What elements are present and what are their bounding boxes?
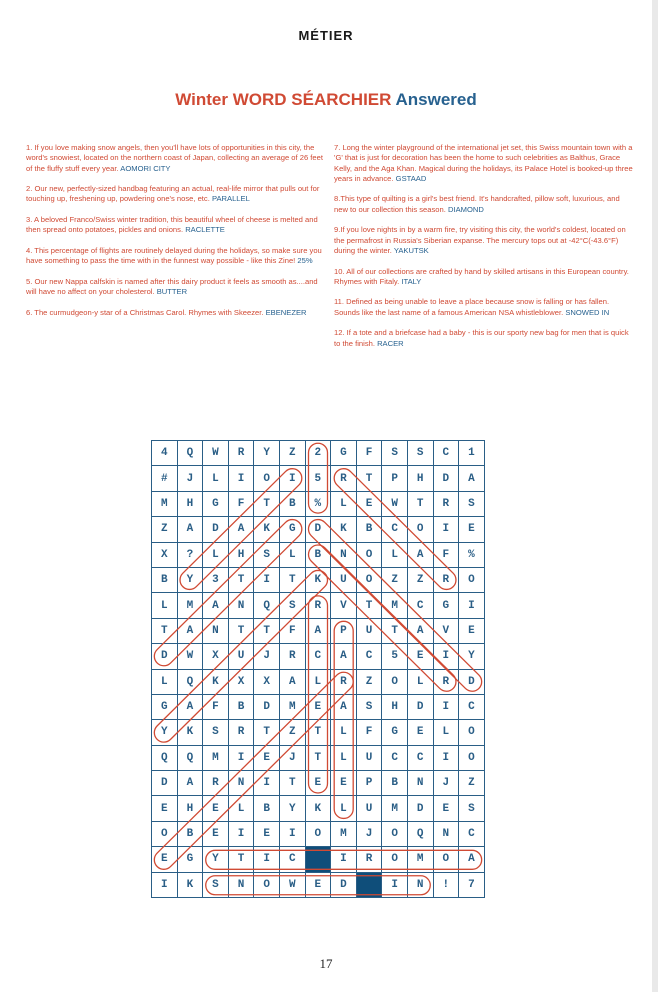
grid-cell: G [177, 847, 203, 872]
grid-cell: 4 [152, 441, 178, 466]
grid-cell: R [433, 567, 459, 592]
clue [26, 143, 326, 174]
grid-cell: D [152, 771, 178, 796]
grid-cell: T [254, 491, 280, 516]
clue-answer: 25% [297, 256, 313, 266]
grid-cell: N [407, 872, 433, 897]
grid-cell: M [203, 745, 229, 770]
grid-cell: D [254, 694, 280, 719]
clue [334, 328, 634, 349]
grid-cell: I [433, 745, 459, 770]
grid-cell: N [228, 593, 254, 618]
grid-cell: K [254, 517, 280, 542]
grid-cell: O [459, 567, 485, 592]
grid-cell: R [228, 441, 254, 466]
grid-cell: C [356, 644, 382, 669]
grid-cell: M [177, 593, 203, 618]
grid-cell: S [459, 491, 485, 516]
page-number: 17 [319, 956, 333, 971]
grid-cell: P [382, 466, 408, 491]
grid-cell: E [254, 745, 280, 770]
page-edge [652, 0, 658, 992]
grid-cell: A [407, 618, 433, 643]
grid-cell: Y [459, 644, 485, 669]
clue-text: 9.If you love nights in by a warm fire, try visiting this city, the world's coldest, located on the permafrost in Russia's Siberian expanse. The mercury tops out at -42°C(-43.6°F) during the winter. [334, 225, 626, 255]
grid-cell: F [203, 694, 229, 719]
grid-cell: C [279, 847, 305, 872]
clue-answer: SNOWED IN [565, 307, 610, 317]
grid-cell: Z [382, 567, 408, 592]
grid-cell: D [331, 872, 357, 897]
word-search-grid [151, 440, 485, 898]
grid-row [152, 644, 485, 669]
grid-cell: T [152, 618, 178, 643]
clue-answer: RACER [377, 338, 404, 348]
grid-cell: N [433, 821, 459, 846]
grid-cell: ? [177, 542, 203, 567]
grid-cell: X [152, 542, 178, 567]
grid-cell: D [152, 644, 178, 669]
grid-cell: H [382, 694, 408, 719]
grid-cell: ! [433, 872, 459, 897]
grid-cell: C [407, 745, 433, 770]
grid-cell: L [203, 466, 229, 491]
grid-row [152, 821, 485, 846]
grid-row [152, 542, 485, 567]
grid-cell: W [203, 441, 229, 466]
grid-cell: I [254, 567, 280, 592]
clue-text: 11. Defined as being unable to leave a place because snow is falling or has fallen. Sounds like the last name of a famous American NSA whistleblower. [334, 297, 610, 317]
grid-cell: A [305, 618, 331, 643]
grid-cell: L [382, 542, 408, 567]
grid-cell: A [331, 694, 357, 719]
grid-cell: L [433, 720, 459, 745]
grid-cell: W [382, 491, 408, 516]
grid-cell: Q [177, 441, 203, 466]
grid-cell: B [228, 694, 254, 719]
grid-cell: L [331, 491, 357, 516]
grid-cell: S [407, 441, 433, 466]
grid-cell: S [356, 694, 382, 719]
grid-cell: L [152, 593, 178, 618]
grid-cell: C [382, 745, 408, 770]
clue-text: 5. Our new Nappa calfskin is named after this dairy product it feels as smooth as....and will have no affect on your cholesterol. [26, 276, 318, 297]
grid-cell: V [433, 618, 459, 643]
grid-cell: F [356, 441, 382, 466]
grid-cell: C [433, 441, 459, 466]
grid-cell: X [254, 669, 280, 694]
clue-answer: BUTTER [156, 287, 188, 297]
grid-cell: A [459, 466, 485, 491]
grid-cell: M [382, 593, 408, 618]
grid-cell: D [407, 694, 433, 719]
grid-row [152, 567, 485, 592]
grid-cell: X [203, 644, 229, 669]
grid-cell: E [459, 618, 485, 643]
grid-cell: G [382, 720, 408, 745]
grid-cell: R [305, 593, 331, 618]
grid-cell: E [459, 517, 485, 542]
grid-cell: Y [279, 796, 305, 821]
clue-answer: ITALY [401, 276, 422, 286]
grid-cell: K [177, 872, 203, 897]
grid-cell: T [305, 720, 331, 745]
clue-answer: GSTAAD [395, 173, 427, 183]
grid-cell: D [407, 796, 433, 821]
clue-answer: AOMORI CITY [120, 163, 171, 173]
grid-cell: I [331, 847, 357, 872]
grid-cell: F [279, 618, 305, 643]
clue [334, 297, 634, 318]
grid-cell: P [331, 618, 357, 643]
grid-row [152, 796, 485, 821]
grid-cell: A [228, 517, 254, 542]
grid-cell: N [331, 542, 357, 567]
grid-cell: I [152, 872, 178, 897]
grid-cell: E [407, 644, 433, 669]
grid-cell: T [254, 720, 280, 745]
grid-cell: W [177, 644, 203, 669]
grid-cell: Z [407, 567, 433, 592]
grid-cell: R [228, 720, 254, 745]
grid-cell: C [382, 517, 408, 542]
grid-cell: W [279, 872, 305, 897]
grid-cell: T [407, 491, 433, 516]
grid-cell: A [177, 694, 203, 719]
grid-cell: Q [152, 745, 178, 770]
grid-cell: H [177, 491, 203, 516]
grid-row [152, 872, 485, 897]
grid-cell: K [305, 567, 331, 592]
grid-cell: R [433, 491, 459, 516]
grid-cell: Q [177, 745, 203, 770]
grid-row [152, 669, 485, 694]
grid-cell: J [254, 644, 280, 669]
grid-cell: I [228, 821, 254, 846]
grid-cell: S [459, 796, 485, 821]
grid-cell: L [331, 796, 357, 821]
grid-cell: 5 [382, 644, 408, 669]
grid-cell: O [305, 821, 331, 846]
grid-row [152, 720, 485, 745]
clue-text: 8.This type of quilting is a girl's best friend. It's handcrafted, pillow soft, luxurious, and new to our collection this season. [334, 194, 620, 214]
grid-cell: O [407, 517, 433, 542]
grid-cell: N [407, 771, 433, 796]
grid-cell: A [177, 517, 203, 542]
grid-cell: U [356, 796, 382, 821]
grid-cell: E [203, 796, 229, 821]
grid-cell: A [331, 644, 357, 669]
grid-cell: I [433, 517, 459, 542]
grid-row [152, 491, 485, 516]
title-word-searchier: WORD SÉARCHIER [232, 90, 392, 109]
grid-cell: N [203, 618, 229, 643]
grid-cell: O [254, 466, 280, 491]
grid-cell: E [254, 821, 280, 846]
grid-cell: A [177, 618, 203, 643]
grid-cell: 2 [305, 441, 331, 466]
grid-row [152, 847, 485, 872]
grid-cell: 7 [459, 872, 485, 897]
grid-cell: T [228, 847, 254, 872]
clue-answer: PARALLEL [211, 194, 250, 204]
grid-cell: B [382, 771, 408, 796]
grid-cell: R [433, 669, 459, 694]
grid-cell: Y [254, 441, 280, 466]
grid-cell: O [382, 847, 408, 872]
grid-cell: I [254, 847, 280, 872]
grid-cell: Z [279, 441, 305, 466]
clue [334, 143, 634, 184]
grid-cell: T [228, 618, 254, 643]
grid-cell: I [254, 771, 280, 796]
grid-cell: M [152, 491, 178, 516]
grid-cell: B [305, 542, 331, 567]
grid-cell: U [356, 618, 382, 643]
grid-cell: E [433, 796, 459, 821]
grid-cell: D [305, 517, 331, 542]
grid-cell: C [305, 644, 331, 669]
grid-cell: H [407, 466, 433, 491]
clue-text: 6. The curmudgeon-y star of a Christmas Carol. Rhymes with Skeezer. [26, 307, 264, 317]
grid-cell: G [331, 441, 357, 466]
grid-cell: M [407, 847, 433, 872]
clue-answer: YAKUTSK [393, 245, 429, 255]
grid-cell: E [305, 872, 331, 897]
grid-row [152, 694, 485, 719]
grid-cell: D [203, 517, 229, 542]
grid-cell: E [152, 796, 178, 821]
grid-cell-blocked [356, 872, 382, 897]
grid-cell: A [203, 593, 229, 618]
clue [26, 308, 326, 318]
grid-cell: Z [356, 669, 382, 694]
clue [26, 246, 326, 267]
clue [334, 194, 634, 215]
grid-cell: D [459, 669, 485, 694]
grid-cell: 1 [459, 441, 485, 466]
grid-cell: T [279, 771, 305, 796]
grid-cell: I [279, 821, 305, 846]
grid-cell: A [177, 771, 203, 796]
grid-cell: E [356, 491, 382, 516]
grid-cell: A [459, 847, 485, 872]
grid-cell: I [382, 872, 408, 897]
grid-cell: C [407, 593, 433, 618]
clue [26, 215, 326, 236]
clues-left-column [26, 143, 326, 328]
grid-cell: U [228, 644, 254, 669]
grid-cell: J [433, 771, 459, 796]
grid-cell: E [331, 771, 357, 796]
grid-cell: Q [407, 821, 433, 846]
clue-text: 12. If a tote and a briefcase had a baby - this is our sporty new bag for men that is quick to the finish. [334, 328, 629, 348]
grid-cell: K [177, 720, 203, 745]
grid-cell: F [228, 491, 254, 516]
grid-cell: Q [177, 669, 203, 694]
grid-cell: O [356, 542, 382, 567]
grid-cell: J [177, 466, 203, 491]
clue-text: 2. Our new, perfectly-sized handbag featuring an actual, real-life mirror that pulls out for touching up, freshening up, powdering one's nose, etc. [26, 184, 320, 204]
grid-cell: T [356, 466, 382, 491]
grid-cell: O [459, 720, 485, 745]
grid-cell: Z [279, 720, 305, 745]
grid-cell: L [407, 669, 433, 694]
grid-cell: E [152, 847, 178, 872]
grid-cell: N [228, 872, 254, 897]
grid-cell: I [228, 745, 254, 770]
grid-cell: A [407, 542, 433, 567]
grid-cell: Y [203, 847, 229, 872]
grid-cell: Z [459, 771, 485, 796]
grid-cell: S [203, 720, 229, 745]
grid-cell: L [279, 542, 305, 567]
grid-cell: G [152, 694, 178, 719]
grid-cell: R [331, 466, 357, 491]
grid-cell: G [279, 517, 305, 542]
grid-cell: A [279, 669, 305, 694]
grid-row [152, 593, 485, 618]
grid-cell: J [356, 821, 382, 846]
grid-cell: K [305, 796, 331, 821]
grid-cell: R [331, 669, 357, 694]
grid-cell: K [203, 669, 229, 694]
grid-cell: T [305, 745, 331, 770]
grid-cell: L [152, 669, 178, 694]
grid-cell: I [459, 593, 485, 618]
grid-row [152, 466, 485, 491]
grid-cell: S [203, 872, 229, 897]
clue [334, 267, 634, 288]
clue [26, 184, 326, 205]
grid-cell: T [279, 567, 305, 592]
clue-answer: EBENEZER [265, 307, 307, 317]
grid-cell: E [407, 720, 433, 745]
grid-cell: B [356, 517, 382, 542]
grid-cell: B [177, 821, 203, 846]
grid-cell: J [279, 745, 305, 770]
grid-cell: 3 [203, 567, 229, 592]
grid-cell: U [356, 745, 382, 770]
grid-cell: R [203, 771, 229, 796]
grid-cell: S [382, 441, 408, 466]
grid-cell: O [382, 669, 408, 694]
grid-cell: U [331, 567, 357, 592]
grid-cell: L [203, 542, 229, 567]
grid-cell-blocked [305, 847, 331, 872]
grid-cell: # [152, 466, 178, 491]
grid-cell: T [382, 618, 408, 643]
grid-cell: M [382, 796, 408, 821]
grid-cell: L [228, 796, 254, 821]
grid-cell: I [433, 644, 459, 669]
grid-cell: B [279, 491, 305, 516]
grid-row [152, 771, 485, 796]
grid-cell: H [177, 796, 203, 821]
clue [334, 225, 634, 256]
grid-cell: O [382, 821, 408, 846]
grid-cell: Y [152, 720, 178, 745]
clues-right-column [334, 143, 634, 359]
grid-cell: O [152, 821, 178, 846]
grid-cell: R [356, 847, 382, 872]
grid-cell: I [279, 466, 305, 491]
grid-cell: S [254, 542, 280, 567]
grid-cell: O [254, 872, 280, 897]
grid-cell: 5 [305, 466, 331, 491]
title-answered: Answered [395, 90, 477, 109]
grid-cell: F [356, 720, 382, 745]
grid-cell: S [279, 593, 305, 618]
grid-cell: O [356, 567, 382, 592]
grid-cell: % [305, 491, 331, 516]
grid-cell: E [305, 771, 331, 796]
grid-cell: I [228, 466, 254, 491]
grid-cell: T [356, 593, 382, 618]
grid-cell: C [459, 694, 485, 719]
grid-cell: Z [152, 517, 178, 542]
grid-cell: T [254, 618, 280, 643]
grid-cell: T [228, 567, 254, 592]
grid-cell: C [459, 821, 485, 846]
grid-cell: K [331, 517, 357, 542]
brand-logo: MÉTIER [298, 28, 354, 43]
grid-cell: B [152, 567, 178, 592]
grid-row [152, 618, 485, 643]
clue-text: 4. This percentage of flights are routinely delayed during the holidays, so make sure you have something to pass the time with in the funnest way possible - like this Zine! [26, 245, 322, 266]
grid-cell: P [356, 771, 382, 796]
grid-cell: G [433, 593, 459, 618]
grid-row [152, 517, 485, 542]
grid-cell: E [203, 821, 229, 846]
grid-cell: O [433, 847, 459, 872]
grid-cell: L [331, 720, 357, 745]
grid-cell: O [459, 745, 485, 770]
grid-cell: V [331, 593, 357, 618]
grid-cell: M [331, 821, 357, 846]
clue-text: 3. A beloved Franco/Swiss winter tradition, this beautiful wheel of cheese is melted and then spread onto potatoes, pickles and onions. [26, 215, 318, 235]
page-title [0, 90, 652, 110]
grid-cell: I [433, 694, 459, 719]
grid-cell: E [305, 694, 331, 719]
clue [26, 277, 326, 298]
clue-text: 10. All of our collections are crafted by hand by skilled artisans in this European country. Rhymes with Fitaly. [334, 266, 629, 286]
clue-text: 7. Long the winter playground of the international jet set, this Swiss mountain town with a 'G' that is just for decoration has been the home to such celebrities as Balthus, Grace Kelly, and the Aga Khan. Magical during the holidays, its Palace Hotel is booked-up three years in advance. [334, 143, 633, 183]
clue-answer: DIAMOND [448, 204, 484, 214]
grid-row [152, 441, 485, 466]
grid-cell: Q [254, 593, 280, 618]
grid-cell: M [279, 694, 305, 719]
grid-cell: N [228, 771, 254, 796]
grid-cell: G [203, 491, 229, 516]
title-winter: Winter [175, 90, 228, 109]
grid-cell: R [279, 644, 305, 669]
clue-text: 1. If you love making snow angels, then you'll have lots of opportunities in this city, the word's snowiest, located on the northern coast of Japan, collecting an average of 26 feet of the fluffy stuff every year. [26, 143, 323, 173]
grid-cell: Y [177, 567, 203, 592]
grid-cell: D [433, 466, 459, 491]
grid-cell: F [433, 542, 459, 567]
clue-answer: RACLETTE [185, 225, 225, 235]
grid-cell: L [305, 669, 331, 694]
grid-cell: % [459, 542, 485, 567]
grid-cell: X [228, 669, 254, 694]
grid-cell: L [331, 745, 357, 770]
grid-cell: H [228, 542, 254, 567]
grid-row [152, 745, 485, 770]
grid-cell: B [254, 796, 280, 821]
